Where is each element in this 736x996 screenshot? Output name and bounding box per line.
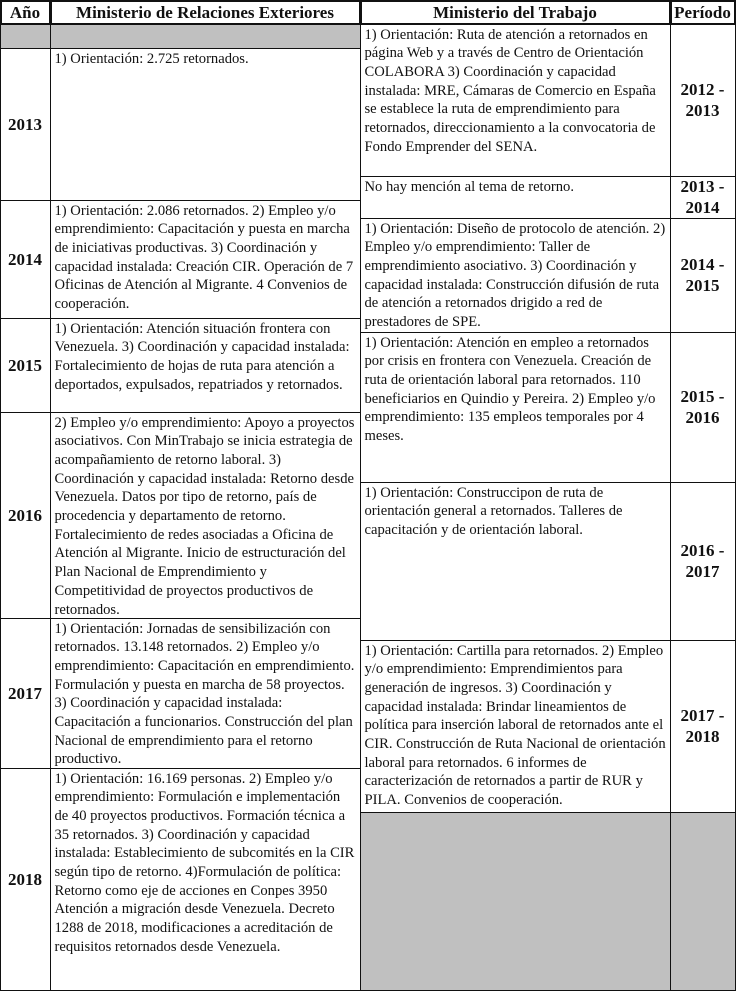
header-mre: Ministerio de Relaciones Exteriores: [50, 0, 361, 25]
mdt-text: No hay mención al tema de retorno.: [360, 176, 671, 219]
mre-text: 1) Orientación: 2.086 retornados. 2) Empleo y/o emprendimiento: Capacitación y puesta en marcha de iniciativas productivas. 3) Coordinación y capacidad instalada: Creación CIR. Operación de 7 Oficinas de Atención al Migrante. 4 Convenios de cooperación.: [50, 200, 361, 319]
period-cell: 2016 - 2017: [670, 482, 736, 641]
period-cell: 2013 - 2014: [670, 176, 736, 219]
blank-cell: [360, 812, 671, 991]
mdt-text: 1) Orientación: Cartilla para retornados. 2) Empleo y/o emprendimiento: Emprendimientos para generación de ingresos. 3) Coordinación y capacidad instalada: Brindar lineamientos de política para inserción laboral de retornados ante el CIR. Construcción de Ruta Nacional de orientación laboral para retornados. 6 informes de caracterización de retornados a partir de RUR y PILA. Convenios de cooperación.: [360, 640, 671, 813]
header-period: Período: [670, 0, 736, 25]
blank-cell: [670, 812, 736, 991]
year-cell: 2018: [0, 768, 51, 991]
header-year: Año: [0, 0, 51, 25]
period-cell: 2015 - 2016: [670, 332, 736, 483]
blank-cell: [0, 24, 51, 49]
year-cell: 2015: [0, 318, 51, 413]
mdt-text: 1) Orientación: Construccipon de ruta de orientación general a retornados. Talleres de capacitación y de orientación laboral.: [360, 482, 671, 641]
mdt-text: 1) Orientación: Atención en empleo a retornados por crisis en frontera con Venezuela. Creación de ruta de orientación laboral para retornados. 110 beneficiarios en Quindio y Pereira. 2) Empleo y/o emprendimiento: 135 empleos temporales por 4 meses.: [360, 332, 671, 483]
year-cell: 2013: [0, 48, 51, 201]
mre-text: 1) Orientación: 16.169 personas. 2) Empleo y/o emprendimiento: Formulación e implementación de 40 proyectos productivos. Formación técnica a 35 retornados. 3) Coordinación y capacidad instalada: Establecimiento de subcomités en la CIR según tipo de retorno. 4)Formulación de política: Retorno como eje de acciones en Conpes 3950 Atención a migración desde Venezuela. Decreto 1288 de 2018, modificaciones a acreditación de requisitos retornados desde Venezuela.: [50, 768, 361, 991]
mre-text: 1) Orientación: Atención situación frontera con Venezuela. 3) Coordinación y capacidad instalada: Fortalecimiento de hojas de ruta para atención a deportados, expulsados, repatriados y retornados.: [50, 318, 361, 413]
mdt-text: 1) Orientación: Diseño de protocolo de atención. 2) Empleo y/o emprendimiento: Taller de emprendimiento asociativo. 3) Coordinación y capacidad instalada: Construcción difusión de ruta de atención a retornados drigido a red de prestadores de SPE.: [360, 218, 671, 333]
year-cell: 2017: [0, 618, 51, 769]
header-mdt: Ministerio del Trabajo: [360, 0, 671, 25]
mre-text: 1) Orientación: 2.725 retornados.: [50, 48, 361, 201]
period-cell: 2012 - 2013: [670, 24, 736, 177]
mre-text: 2) Empleo y/o emprendimiento: Apoyo a proyectos asociativos. Con MinTrabajo se inicia estrategia de acompañamiento de retorno laboral. 3) Coordinación y capacidad instalada: Retorno desde Venezuela. Datos por tipo de retorno, país de procedencia y departamento de retorno. Fortalecimiento de redes asociadas a Oficina de Atención al Migrante. Inicio de estructuración del Plan Nacional de Emprendimiento y Competitividad de proyectos productivos de retornados.: [50, 412, 361, 619]
blank-cell: [50, 24, 361, 49]
period-cell: 2014 - 2015: [670, 218, 736, 333]
year-cell: 2016: [0, 412, 51, 619]
mre-text: 1) Orientación: Jornadas de sensibilización con retornados. 13.148 retornados. 2) Empleo y/o emprendimiento: Capacitación en emprendimiento. Formulación y puesta en marcha de 58 proyectos. 3) Coordinación y capacidad instalada: Capacitación a funcionarios. Construcción del plan Nacional de emprendimiento para el retorno productivo.: [50, 618, 361, 769]
mdt-text: 1) Orientación: Ruta de atención a retornados en página Web y a través de Centro de Orientación COLABORA 3) Coordinación y capacidad instalada: MRE, Cámaras de Comercio en España se establece la ruta de emprendimiento para retornados, direccionamiento a la convocatoria de Fondo Emprender del SENA.: [360, 24, 671, 177]
year-cell: 2014: [0, 200, 51, 319]
period-cell: 2017 - 2018: [670, 640, 736, 813]
